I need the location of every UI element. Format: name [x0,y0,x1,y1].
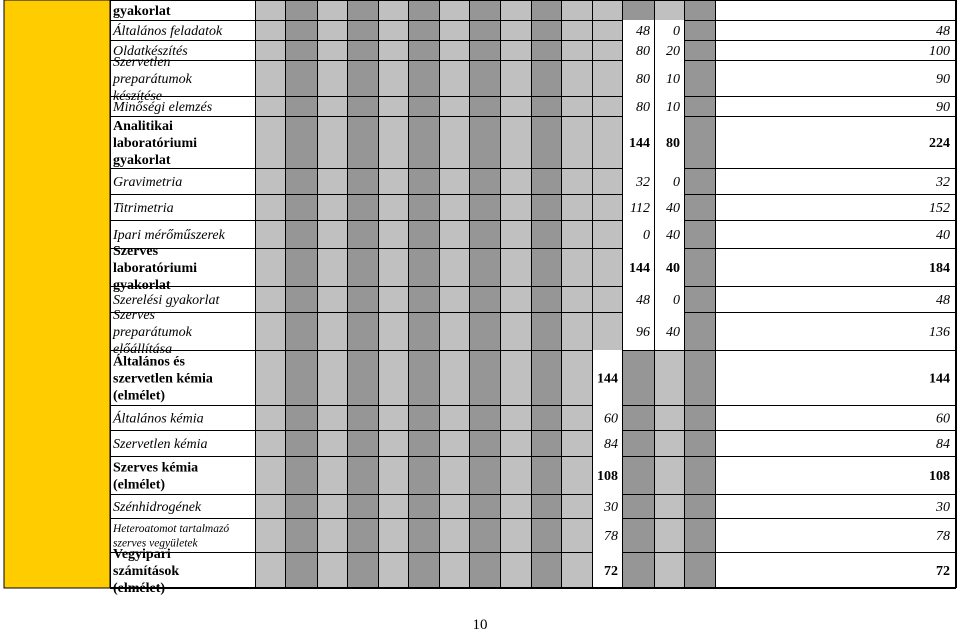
row-label: Szervetlen kémia [113,436,208,452]
value-extra: 0 [673,24,680,39]
value-total: 48 [936,24,950,39]
value-total: 136 [929,325,950,340]
value-practice: 112 [630,201,650,216]
value-total: 224 [929,136,950,151]
value-theory: 144 [597,371,618,387]
value-practice: 80 [636,44,650,59]
shaded-column [561,0,592,588]
shaded-column [285,0,317,588]
value-total: 184 [929,261,950,276]
value-practice: 48 [636,293,650,308]
value-total: 100 [929,44,950,59]
row-label: Általános kémia [113,411,204,427]
value-theory: 30 [604,500,618,515]
value-total: 84 [936,437,950,452]
value-extra: 10 [666,72,680,87]
shaded-column [255,0,285,588]
value-theory: 72 [604,564,618,579]
value-total: 72 [936,564,950,579]
value-total: 60 [936,411,950,427]
shaded-column [347,0,378,588]
value-total: 90 [936,100,950,115]
value-total: 30 [936,500,950,515]
row-label: Analitikai laboratóriumi gyakorlat [113,118,197,168]
value-total: 48 [936,293,950,308]
value-theory: 84 [604,437,618,452]
page-number: 10 [472,617,488,633]
row-label: Szerves preparátumok előállítása [113,307,192,357]
row-label: Oldatkészítés [113,43,188,59]
value-practice: 80 [636,100,650,115]
row-label: Gravimetria [113,174,183,190]
row-label: Szénhidrogének [113,499,202,515]
value-total: 108 [929,469,950,484]
shaded-column [531,0,561,588]
value-extra: 40 [666,201,680,216]
shaded-column [500,0,531,588]
value-extra: 40 [666,261,680,276]
yellow-margin [4,0,110,588]
row-label: Titrimetria [113,200,174,216]
value-total: 40 [936,228,950,243]
value-total: 90 [936,72,950,87]
row-label: Szervetlen preparátumok készítése [113,54,192,104]
row-label: Szerves laboratóriumi gyakorlat [113,243,197,293]
value-theory: 108 [597,469,618,484]
shaded-column [317,0,347,588]
value-practice: 80 [636,72,650,87]
value-theory: 60 [604,411,618,427]
row-label: Általános és szervetlen kémia (elmélet) [113,354,213,404]
value-total: 144 [929,371,950,387]
value-extra: 20 [666,44,680,59]
row-label: Minőségi elemzés [113,99,213,115]
value-practice: 144 [629,261,650,276]
value-practice: 0 [643,228,650,243]
row-label: Vegyipari számítások (elmélet) [113,546,180,596]
value-practice: 48 [636,24,650,39]
shaded-column [378,0,408,588]
total-column [715,0,956,588]
row-label: Általános feladatok [113,23,223,39]
row-label: Ipari mérőműszerek [113,227,225,243]
value-extra: 0 [673,175,680,190]
value-practice: 32 [636,175,650,190]
value-extra: 80 [666,136,680,151]
row-label: Szerves kémia (elmélet) [113,460,199,493]
row-label: Heteroatomot tartalmazó szerves vegyületek [113,522,230,550]
value-practice: 96 [636,325,650,340]
value-total: 152 [929,201,950,216]
value-extra: 10 [666,100,680,115]
shaded-column [439,0,469,588]
value-extra: 40 [666,325,680,340]
shaded-column [684,0,715,588]
value-theory: 78 [604,529,618,544]
value-extra: 40 [666,228,680,243]
value-total: 78 [936,529,950,544]
value-practice: 144 [629,136,650,151]
shaded-column [408,0,439,588]
row-label: Szerelési gyakorlat [113,292,220,308]
value-extra: 0 [673,293,680,308]
shaded-column [469,0,500,588]
value-total: 32 [936,175,950,190]
row-label: gyakorlat [113,3,171,19]
